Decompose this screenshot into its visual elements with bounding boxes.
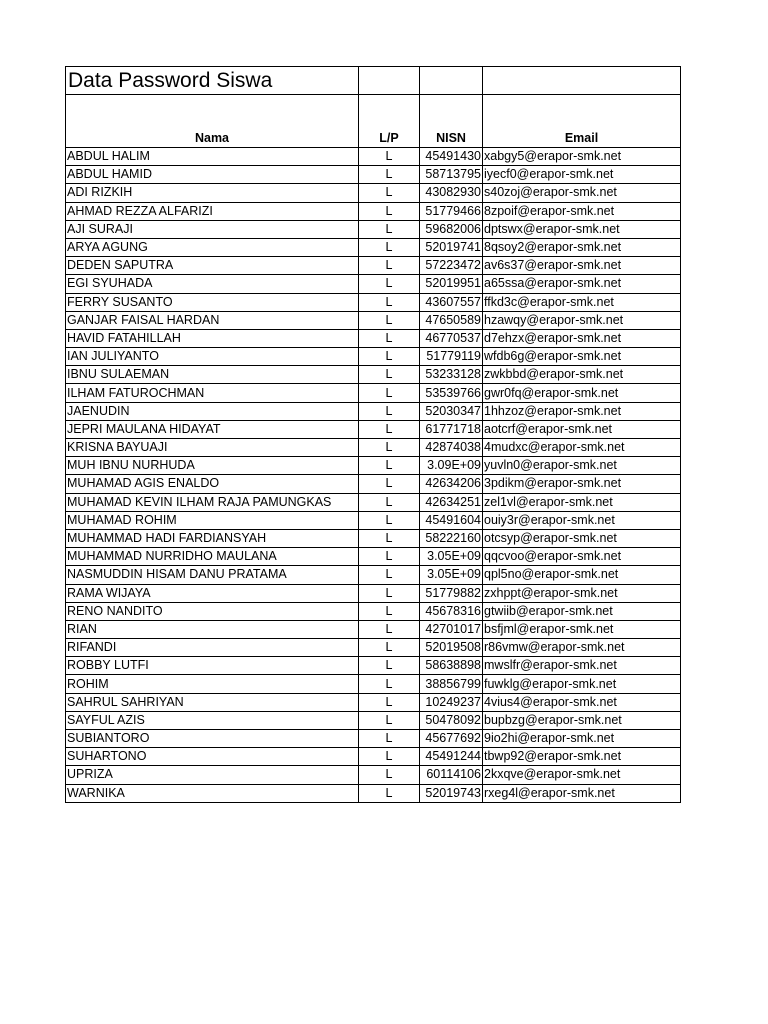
gender-cell: L [359,711,420,729]
gender-cell: L [359,584,420,602]
nisn-cell: 3.05E+09 [420,566,483,584]
gender-cell: L [359,238,420,256]
email-cell: tbwp92@erapor-smk.net [483,748,681,766]
nisn-cell: 52019741 [420,238,483,256]
gender-cell: L [359,511,420,529]
nisn-cell: 45491430 [420,148,483,166]
nisn-cell: 53539766 [420,384,483,402]
student-name-cell: ROBBY LUTFI [66,657,359,675]
student-password-table [65,66,681,803]
nisn-cell: 52019951 [420,275,483,293]
table-row [66,366,681,384]
nisn-cell: 51779882 [420,584,483,602]
email-cell: 4vius4@erapor-smk.net [483,693,681,711]
nisn-cell: 53233128 [420,366,483,384]
nisn-cell: 46770537 [420,329,483,347]
table-row [66,184,681,202]
nisn-cell: 42634206 [420,475,483,493]
table-row [66,348,681,366]
student-name-cell: SAHRUL SAHRIYAN [66,693,359,711]
email-cell: zxhppt@erapor-smk.net [483,584,681,602]
student-name-cell: ILHAM FATUROCHMAN [66,384,359,402]
email-cell: ouiy3r@erapor-smk.net [483,511,681,529]
student-name-cell: SUBIANTORO [66,730,359,748]
nisn-cell: 45491244 [420,748,483,766]
table-row [66,166,681,184]
student-name-cell: RIFANDI [66,639,359,657]
gender-cell: L [359,693,420,711]
gender-cell: L [359,366,420,384]
empty-cell [420,67,483,95]
nisn-cell: 61771718 [420,420,483,438]
gender-cell: L [359,402,420,420]
student-name-cell: ARYA AGUNG [66,238,359,256]
table-row [66,493,681,511]
gender-cell: L [359,293,420,311]
student-name-cell: AJI SURAJI [66,220,359,238]
table-row [66,620,681,638]
table-row [66,784,681,802]
email-cell: gwr0fq@erapor-smk.net [483,384,681,402]
table-row [66,766,681,784]
gender-cell: L [359,730,420,748]
student-name-cell: AHMAD REZZA ALFARIZI [66,202,359,220]
table-row [66,584,681,602]
student-name-cell: SUHARTONO [66,748,359,766]
column-header-nisn: NISN [420,95,483,148]
student-name-cell: RIAN [66,620,359,638]
nisn-cell: 45678316 [420,602,483,620]
student-name-cell: MUHAMMAD NURRIDHO MAULANA [66,548,359,566]
gender-cell: L [359,529,420,547]
student-name-cell: JEPRI MAULANA HIDAYAT [66,420,359,438]
title-row [66,67,681,95]
student-name-cell: DEDEN SAPUTRA [66,257,359,275]
email-cell: hzawqy@erapor-smk.net [483,311,681,329]
table-row [66,602,681,620]
sheet-title: Data Password Siswa [66,67,359,95]
nisn-cell: 50478092 [420,711,483,729]
nisn-cell: 57223472 [420,257,483,275]
gender-cell: L [359,275,420,293]
gender-cell: L [359,766,420,784]
empty-cell [483,67,681,95]
email-cell: aotcrf@erapor-smk.net [483,420,681,438]
nisn-cell: 52030347 [420,402,483,420]
table-row [66,566,681,584]
nisn-cell: 58222160 [420,529,483,547]
table-row [66,257,681,275]
gender-cell: L [359,439,420,457]
gender-cell: L [359,657,420,675]
table-row [66,420,681,438]
gender-cell: L [359,602,420,620]
empty-cell [359,67,420,95]
student-name-cell: FERRY SUSANTO [66,293,359,311]
table-row [66,475,681,493]
email-cell: 8zpoif@erapor-smk.net [483,202,681,220]
table-row [66,693,681,711]
nisn-cell: 45677692 [420,730,483,748]
email-cell: 3pdikm@erapor-smk.net [483,475,681,493]
gender-cell: L [359,329,420,347]
nisn-cell: 38856799 [420,675,483,693]
gender-cell: L [359,420,420,438]
email-cell: av6s37@erapor-smk.net [483,257,681,275]
student-name-cell: SAYFUL AZIS [66,711,359,729]
student-name-cell: ABDUL HALIM [66,148,359,166]
email-cell: ffkd3c@erapor-smk.net [483,293,681,311]
gender-cell: L [359,566,420,584]
student-name-cell: WARNIKA [66,784,359,802]
spreadsheet [65,66,680,803]
student-name-cell: MUHAMAD AGIS ENALDO [66,475,359,493]
email-cell: qqcvoo@erapor-smk.net [483,548,681,566]
email-cell: r86vmw@erapor-smk.net [483,639,681,657]
nisn-cell: 42701017 [420,620,483,638]
email-cell: 4mudxc@erapor-smk.net [483,439,681,457]
email-cell: 9io2hi@erapor-smk.net [483,730,681,748]
student-name-cell: RAMA WIJAYA [66,584,359,602]
table-row [66,311,681,329]
email-cell: 8qsoy2@erapor-smk.net [483,238,681,256]
table-row [66,457,681,475]
table-body [66,148,681,803]
gender-cell: L [359,348,420,366]
nisn-cell: 47650589 [420,311,483,329]
nisn-cell: 43082930 [420,184,483,202]
student-name-cell: MUH IBNU NURHUDA [66,457,359,475]
student-name-cell: KRISNA BAYUAJI [66,439,359,457]
student-name-cell: ROHIM [66,675,359,693]
table-row [66,293,681,311]
table-row [66,657,681,675]
nisn-cell: 45491604 [420,511,483,529]
student-name-cell: MUHAMAD KEVIN ILHAM RAJA PAMUNGKAS [66,493,359,511]
email-cell: 1hhzoz@erapor-smk.net [483,402,681,420]
gender-cell: L [359,311,420,329]
column-header-email: Email [483,95,681,148]
nisn-cell: 58713795 [420,166,483,184]
table-row [66,275,681,293]
table-row [66,529,681,547]
email-cell: s40zoj@erapor-smk.net [483,184,681,202]
nisn-cell: 52019743 [420,784,483,802]
table-row [66,730,681,748]
gender-cell: L [359,493,420,511]
gender-cell: L [359,220,420,238]
email-cell: gtwiib@erapor-smk.net [483,602,681,620]
student-name-cell: ABDUL HAMID [66,166,359,184]
email-cell: fuwklg@erapor-smk.net [483,675,681,693]
email-cell: dptswx@erapor-smk.net [483,220,681,238]
table-row [66,148,681,166]
nisn-cell: 3.09E+09 [420,457,483,475]
table-row [66,384,681,402]
column-header-lp: L/P [359,95,420,148]
email-cell: wfdb6g@erapor-smk.net [483,348,681,366]
email-cell: bupbzg@erapor-smk.net [483,711,681,729]
gender-cell: L [359,166,420,184]
nisn-cell: 43607557 [420,293,483,311]
table-row [66,639,681,657]
gender-cell: L [359,184,420,202]
table-row [66,511,681,529]
header-row [66,95,681,148]
nisn-cell: 51779466 [420,202,483,220]
email-cell: yuvln0@erapor-smk.net [483,457,681,475]
student-name-cell: IBNU SULAEMAN [66,366,359,384]
email-cell: zel1vl@erapor-smk.net [483,493,681,511]
email-cell: qpl5no@erapor-smk.net [483,566,681,584]
student-name-cell: NASMUDDIN HISAM DANU PRATAMA [66,566,359,584]
email-cell: zwkbbd@erapor-smk.net [483,366,681,384]
gender-cell: L [359,620,420,638]
email-cell: rxeg4l@erapor-smk.net [483,784,681,802]
gender-cell: L [359,257,420,275]
nisn-cell: 59682006 [420,220,483,238]
nisn-cell: 42874038 [420,439,483,457]
email-cell: a65ssa@erapor-smk.net [483,275,681,293]
email-cell: xabgy5@erapor-smk.net [483,148,681,166]
nisn-cell: 52019508 [420,639,483,657]
gender-cell: L [359,548,420,566]
column-header-nama: Nama [66,95,359,148]
student-name-cell: IAN JULIYANTO [66,348,359,366]
student-name-cell: MUHAMAD ROHIM [66,511,359,529]
nisn-cell: 3.05E+09 [420,548,483,566]
student-name-cell: UPRIZA [66,766,359,784]
gender-cell: L [359,148,420,166]
nisn-cell: 10249237 [420,693,483,711]
table-row [66,675,681,693]
gender-cell: L [359,675,420,693]
gender-cell: L [359,202,420,220]
email-cell: 2kxqve@erapor-smk.net [483,766,681,784]
table-row [66,220,681,238]
student-name-cell: JAENUDIN [66,402,359,420]
student-name-cell: MUHAMMAD HADI FARDIANSYAH [66,529,359,547]
nisn-cell: 58638898 [420,657,483,675]
email-cell: d7ehzx@erapor-smk.net [483,329,681,347]
student-name-cell: EGI SYUHADA [66,275,359,293]
email-cell: bsfjml@erapor-smk.net [483,620,681,638]
gender-cell: L [359,475,420,493]
nisn-cell: 42634251 [420,493,483,511]
student-name-cell: HAVID FATAHILLAH [66,329,359,347]
table-row [66,402,681,420]
email-cell: iyecf0@erapor-smk.net [483,166,681,184]
student-name-cell: ADI RIZKIH [66,184,359,202]
table-row [66,329,681,347]
email-cell: otcsyp@erapor-smk.net [483,529,681,547]
gender-cell: L [359,457,420,475]
student-name-cell: RENO NANDITO [66,602,359,620]
gender-cell: L [359,784,420,802]
email-cell: mwslfr@erapor-smk.net [483,657,681,675]
table-row [66,548,681,566]
nisn-cell: 51779119 [420,348,483,366]
gender-cell: L [359,639,420,657]
gender-cell: L [359,384,420,402]
table-row [66,439,681,457]
table-row [66,748,681,766]
table-row [66,711,681,729]
nisn-cell: 60114106 [420,766,483,784]
table-row [66,202,681,220]
table-row [66,238,681,256]
student-name-cell: GANJAR FAISAL HARDAN [66,311,359,329]
gender-cell: L [359,748,420,766]
